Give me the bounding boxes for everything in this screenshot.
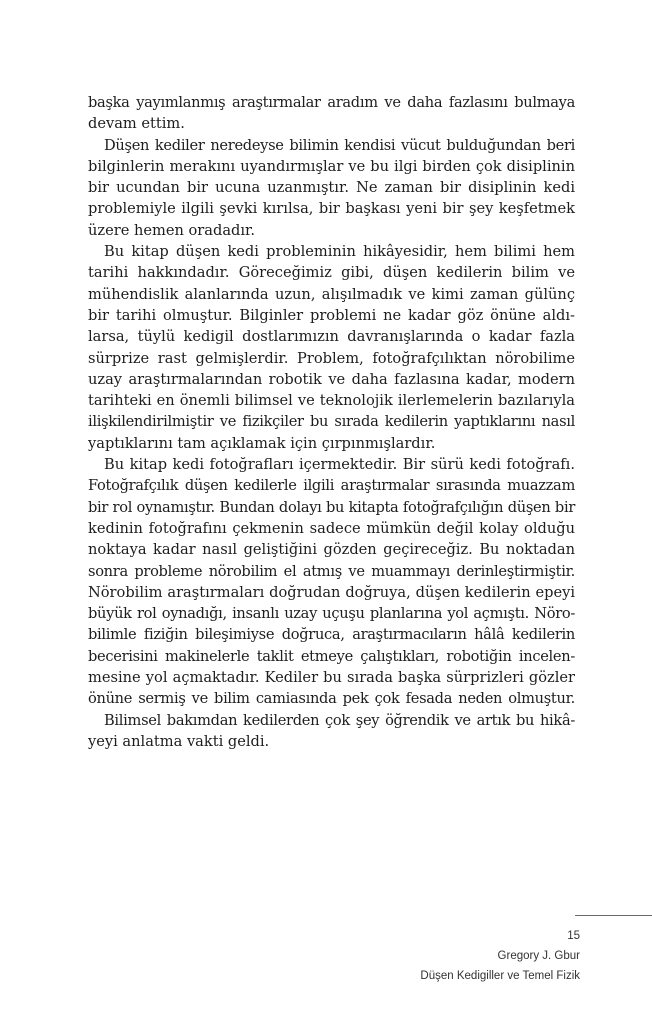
author-name: Gregory J. Gbur bbox=[497, 950, 580, 962]
text-line: uzay araştırmalarından robotik ve daha fazlasına kadar, modern bbox=[88, 370, 575, 388]
page-number: 15 bbox=[567, 930, 580, 942]
text-line: yaptıklarını tam açıklamak için çırpınmışlardır. bbox=[88, 434, 436, 452]
text-line: Bilimsel bakımdan kedilerden çok şey öğrendik ve artık bu hikâ- bbox=[104, 711, 575, 729]
text-line: mühendislik alanlarında uzun, alışılmadık ve kimi zaman gülünç bbox=[88, 285, 575, 303]
text-line: noktaya kadar nasıl geliştiğini gözden geçireceğiz. Bu noktadan bbox=[88, 541, 575, 559]
text-line: problemiyle ilgili şevki kırılsa, bir başkası yeni bir şey keşfetmek bbox=[88, 200, 575, 218]
text-line: kedinin fotoğrafını çekmenin sadece mümkün değil kolay olduğu bbox=[88, 519, 575, 537]
text-line: Düşen kediler neredeyse bilimin kendisi vücut bulduğundan beri bbox=[104, 136, 575, 154]
text-line: üzere hemen oradadır. bbox=[88, 221, 256, 239]
text-line: yeyi anlatma vakti geldi. bbox=[88, 732, 270, 750]
text-line: bilimle fiziğin bileşimiyse doğruca, araştırmacıların hâlâ kedilerin bbox=[88, 626, 575, 644]
text-line: ilişkilendirilmiştir ve fizikçiler bu sırada kedilerin yaptıklarını nasıl bbox=[88, 413, 575, 431]
text-line: başka yayımlanmış araştırmalar aradım ve daha fazlasını bulmaya bbox=[88, 94, 575, 111]
text-line: Fotoğrafçılık düşen kedilerle ilgili araştırmalar sırasında muazzam bbox=[88, 477, 575, 495]
text-line: bir tarihi olmuştur. Bilginler problemi ne kadar göz önüne aldı- bbox=[88, 306, 575, 324]
text-line: tarihi hakkındadır. Göreceğimiz gibi, düşen kedilerin bilim ve bbox=[88, 264, 575, 282]
text-line: büyük rol oynadığı, insanlı uzay uçuşu planlarına yol açmıştı. Nöro- bbox=[88, 605, 575, 623]
footer-rule bbox=[575, 915, 652, 916]
text-line: mesine yol açmaktadır. Kediler bu sırada başka sürprizleri gözler bbox=[88, 669, 575, 687]
book-title: Düşen Kedigiller ve Temel Fizik bbox=[420, 970, 580, 982]
text-line: sonra probleme nörobilim el atmış ve muammayı derinleştirmiştir. bbox=[88, 562, 575, 580]
text-line: becerisini makinelerle taklit etmeye çalıştıkları, robotiğin incelen- bbox=[88, 647, 575, 665]
text-line: Bu kitap kedi fotoğrafları içermektedir. Bir sürü kedi fotoğrafı. bbox=[104, 456, 575, 474]
text-line: Bu kitap düşen kedi probleminin hikâyesidir, hem bilimi hem bbox=[104, 243, 575, 261]
body-text bbox=[88, 92, 575, 752]
text-line: bir ucundan bir ucuna uzanmıştır. Ne zaman bir disiplinin kedi bbox=[88, 179, 575, 197]
text-line: tarihteki en önemli bilimsel ve teknolojik ilerlemelerin bazılarıyla bbox=[88, 392, 575, 410]
text-line: bir rol oynamıştır. Bundan dolayı bu kitapta fotoğrafçılığın düşen bir bbox=[88, 498, 575, 516]
text-line: önüne sermiş ve bilim camiasında pek çok fesada neden olmuştur. bbox=[88, 690, 575, 708]
text-line: bilginlerin merakını uyandırmışlar ve bu ilgi birden çok disiplinin bbox=[88, 157, 575, 175]
text-line: devam ettim. bbox=[88, 115, 185, 133]
text-line: sürprize rast gelmişlerdir. Problem, fotoğrafçılıktan nörobilime bbox=[88, 349, 575, 367]
page-footer bbox=[420, 926, 580, 986]
text-line: larsa, tüylü kedigil dostlarımızın davranışlarında o kadar fazla bbox=[88, 328, 575, 346]
text-line: Nörobilim araştırmaları doğrudan doğruya, düşen kedilerin epeyi bbox=[88, 583, 575, 601]
